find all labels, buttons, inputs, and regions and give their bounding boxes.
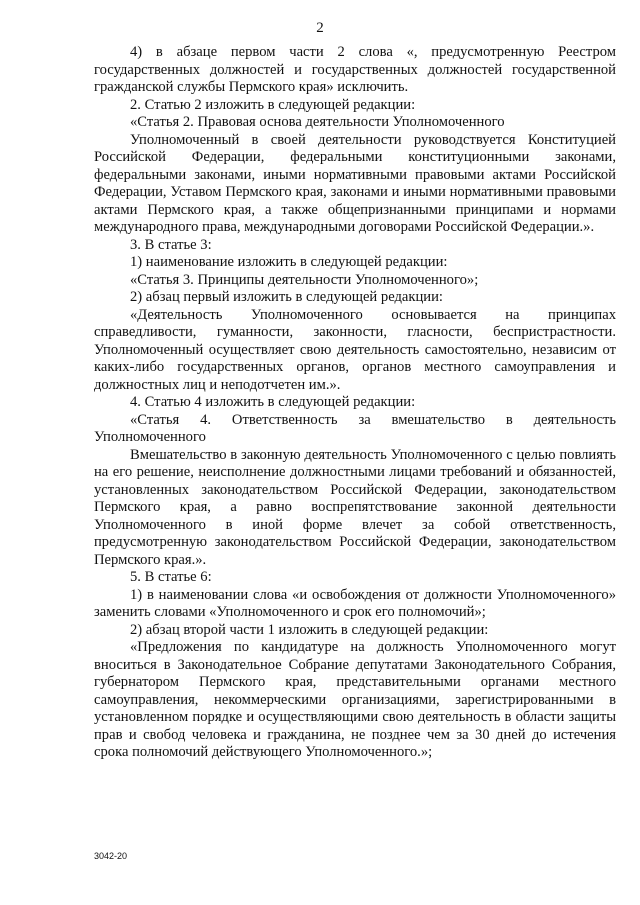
paragraph-article-6-text: «Предложения по кандидатуре на должность Уполномоченного могут вноситься в Законодательное Собрание депутатами Законодательного Собрания, губернатором Пермского края, представительными органами местного самоуправления, некоммерческими организациями, зарегистрированными в установленном порядке и осуществляющими свою деятельность в области защиты прав и свобод человека и гражданина, не позднее чем за 30 дней до истечения срока полномочий действующего Уполномоченного.»; (94, 639, 616, 760)
paragraph-article-3-text: «Деятельность Уполномоченного основывается на принципах справедливости, гуманности, законности, гласности, беспристрастности. Уполномоченный осуществляет свою деятельность самостоятельно, независим от каких-либо государственных органов, органов местного самоуправления и должностных лиц и неподотчетен им.». (94, 306, 616, 393)
paragraph-article-2-title: «Статья 2. Правовая основа деятельности Уполномоченного (130, 114, 505, 130)
paragraph-item-4-deletion: 4) в абзаце первом части 2 слова «, предусмотренную Реестром государственных должностей и государственных должностей государственной гражданской службы Пермского края» исключить. (94, 44, 616, 95)
paragraph-article-4-text: Вмешательство в законную деятельность Уполномоченного с целью повлиять на его решение, неисполнение должностными лицами требований и обязанностей, установленных законодательством Российской Федерации, законодательством Пермского края, а равно воспрепятствование законной деятельности Уполномоченного в иной форме влечет за собой ответственность, предусмотренную законодательством Российской Федерации, законодательством Пермского края.». (94, 446, 616, 568)
paragraph-article-4-title: «Статья 4. Ответственность за вмешательство в деятельность Уполномоченного (94, 411, 616, 445)
paragraph-article-6-item-1: 1) в наименовании слова «и освобождения от должности Уполномоченного» заменить словами «Уполномоченного и срок его полномочий»; (94, 586, 616, 620)
paragraph-article-3-item-1: 1) наименование изложить в следующей редакции: (130, 254, 448, 270)
paragraph-article-3-item-2: 2) абзац первый изложить в следующей редакции: (130, 289, 443, 305)
paragraph-article-6-item-2: 2) абзац второй части 1 изложить в следующей редакции: (130, 621, 489, 638)
paragraph-article-4-intro: 4. Статью 4 изложить в следующей редакции: (130, 394, 416, 410)
paragraph-article-3-title: «Статья 3. Принципы деятельности Уполномоченного»; (130, 271, 479, 288)
document-code: 3042-20 (94, 851, 128, 861)
paragraph-article-3-intro: 3. В статье 3: (130, 236, 212, 253)
paragraph-article-2-intro: 2. Статью 2 изложить в следующей редакции: (130, 96, 416, 113)
paragraph-article-6-intro: 5. В статье 6: (130, 569, 212, 585)
paragraph-article-2-text: Уполномоченный в своей деятельности руководствуется Конституцией Российской Федерации, федеральными конституционными законами, федеральными законами, иными нормативными правовыми актами Российской Федерации, Уставом Пермского края, законами и иными нормативными правовыми актами Пермского края, а также общепризнанными принципами и нормами международного права, международными договорами Российской Федерации.». (94, 131, 616, 235)
document-body (94, 44, 616, 762)
page-number: 2 (316, 20, 324, 36)
